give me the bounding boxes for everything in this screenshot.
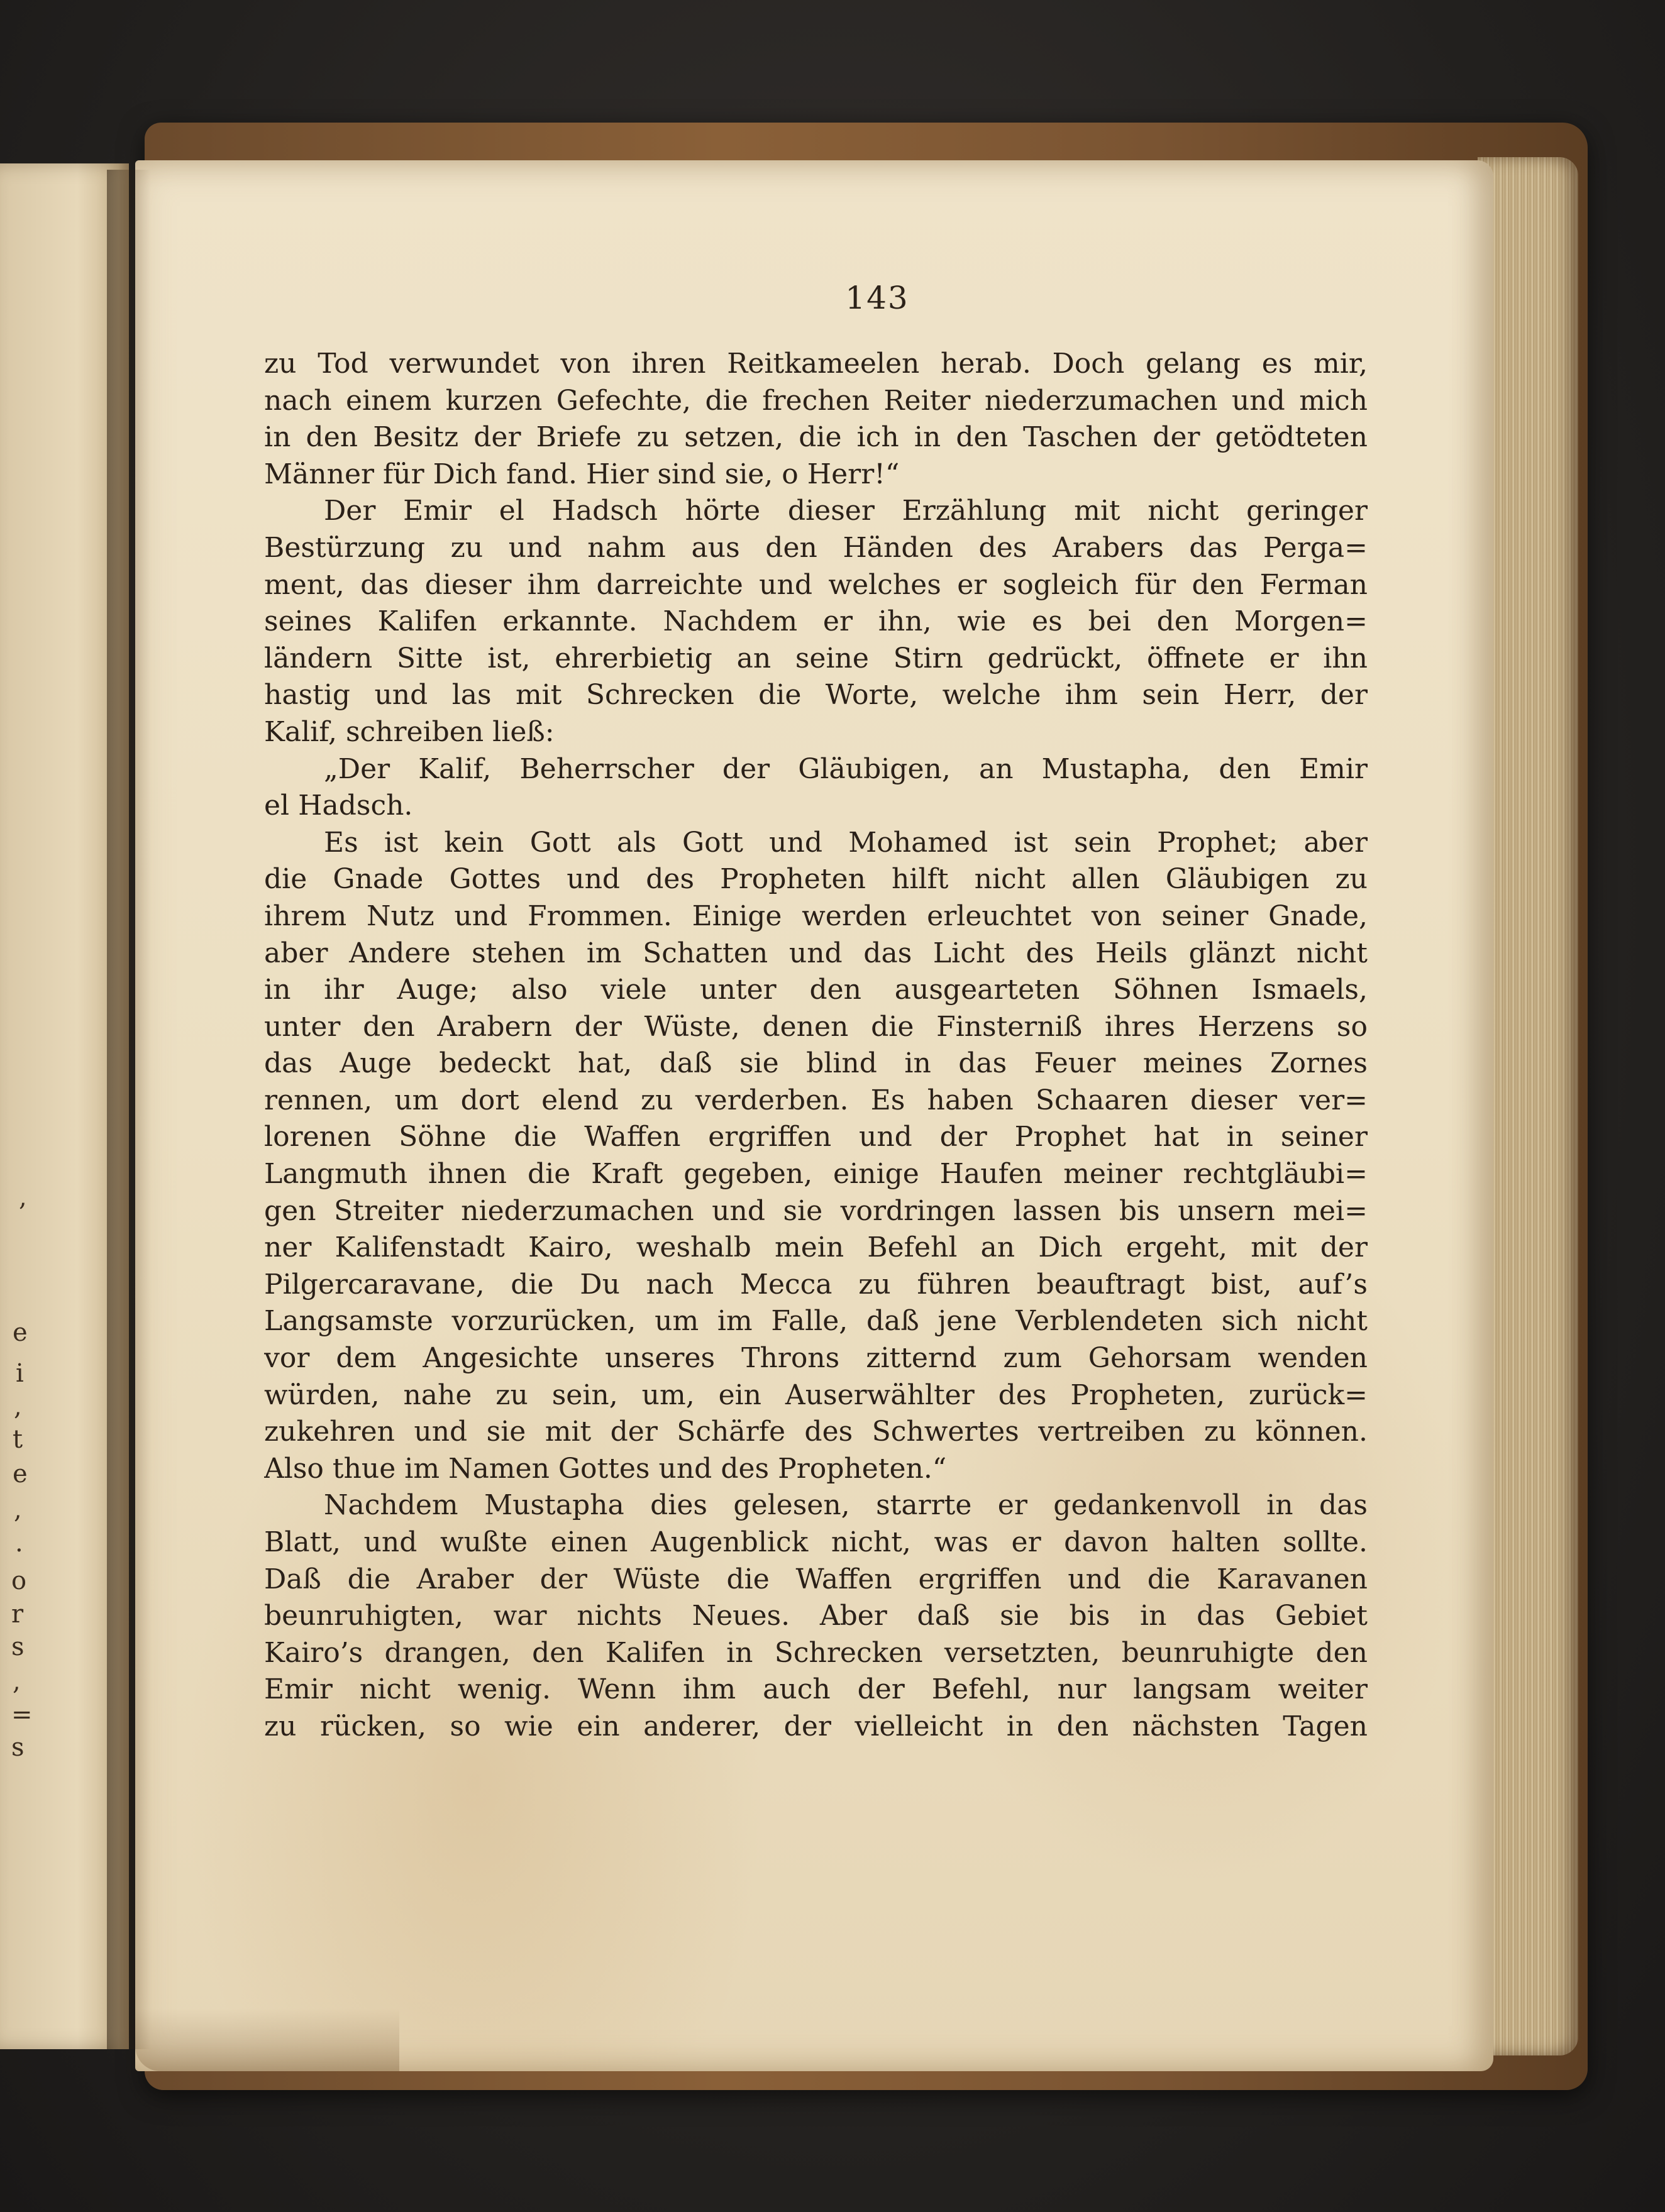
left-page-edge-char: , — [14, 1392, 22, 1421]
left-page-edge-char: o — [11, 1566, 27, 1595]
text-line: unter den Arabern der Wüste, denen die Finsterniß ihres Herzens so — [264, 1010, 1368, 1043]
left-page-edge-char: , — [19, 1183, 27, 1212]
left-page-edge-char: s — [11, 1632, 25, 1661]
text-line: Es ist kein Gott als Gott und Mohamed ist sein Prophet; aber — [324, 826, 1368, 859]
text-line: lorenen Söhne die Waffen ergriffen und der Prophet hat in seiner — [264, 1121, 1368, 1153]
text-line: ner Kalifenstadt Kairo, weshalb mein Befehl an Dich ergeht, mit der — [264, 1231, 1368, 1264]
text-line: „Der Kalif, Beherrscher der Gläubigen, an Mustapha, den Emir — [324, 752, 1368, 785]
text-line: beunruhigten, war nichts Neues. Aber daß sie bis in das Gebiet — [264, 1600, 1368, 1632]
left-page-edge-char: e — [13, 1318, 28, 1347]
text-line: hastig und las mit Schrecken die Worte, welche ihm sein Herr, der — [264, 679, 1368, 712]
text-line: ihrem Nutz und Frommen. Einige werden erleuchtet von seiner Gnade, — [264, 900, 1368, 932]
gutter-shadow — [107, 170, 151, 2049]
text-line: rennen, um dort elend zu verderben. Es haben Schaaren dieser ver= — [264, 1084, 1368, 1116]
left-page-edge-char: s — [11, 1733, 25, 1762]
text-line: zu Tod verwundet von ihren Reitkameelen herab. Doch gelang es mir, — [264, 348, 1368, 380]
text-line: in den Besitz der Briefe zu setzen, die ich in den Taschen der getödteten — [264, 421, 1368, 454]
text-line: das Auge bedeckt hat, daß sie blind in das Feuer meines Zornes — [264, 1047, 1368, 1080]
page-text — [264, 346, 1368, 1746]
text-line: aber Andere stehen im Schatten und das Licht des Heils glänzt nicht — [264, 937, 1368, 969]
text-line: seines Kalifen erkannte. Nachdem er ihn, wie es bei den Morgen= — [264, 605, 1368, 638]
text-line: vor dem Angesichte unseres Throns zitternd zum Gehorsam wenden — [264, 1342, 1368, 1375]
text-line: Blatt, und wußte einen Augenblick nicht, was er davon halten sollte. — [264, 1526, 1368, 1558]
text-line: Kairo’s drangen, den Kalifen in Schrecken versetzten, beunruhigte den — [264, 1636, 1368, 1669]
left-page-edge-char: r — [11, 1600, 24, 1629]
text-line: Nachdem Mustapha dies gelesen, starrte er gedankenvoll in das — [324, 1489, 1368, 1522]
text-line: el Hadsch. — [264, 790, 413, 822]
text-line: zukehren und sie mit der Schärfe des Schwertes vertreiben zu können. — [264, 1416, 1368, 1448]
text-line: nach einem kurzen Gefechte, die frechen Reiter niederzumachen und mich — [264, 384, 1368, 417]
left-page-edge-char: t — [13, 1425, 23, 1454]
page-damage — [135, 2008, 399, 2071]
text-line: Der Emir el Hadsch hörte dieser Erzählung mit nicht geringer — [324, 495, 1368, 527]
text-line: Emir nicht wenig. Wenn ihm auch der Befehl, nur langsam weiter — [264, 1673, 1368, 1706]
text-line: ländern Sitte ist, ehrerbietig an seine Stirn gedrückt, öffnete er ihn — [264, 642, 1368, 674]
text-line: Langsamste vorzurücken, um im Falle, daß jene Verblendeten sich nicht — [264, 1305, 1368, 1338]
text-line: würden, nahe zu sein, um, ein Auserwählter des Propheten, zurück= — [264, 1378, 1368, 1411]
text-line: Bestürzung zu und nahm aus den Händen des Arabers das Perga= — [264, 531, 1368, 564]
left-page-edge-char: = — [11, 1700, 33, 1729]
text-line: die Gnade Gottes und des Propheten hilft nicht allen Gläubigen zu — [264, 863, 1368, 896]
text-line: Also thue im Namen Gottes und des Propheten.“ — [264, 1452, 947, 1485]
text-line: Pilgercaravane, die Du nach Mecca zu führen beauftragt bist, auf’s — [264, 1268, 1368, 1301]
left-page-edge-char: e — [13, 1460, 28, 1488]
text-line: gen Streiter niederzumachen und sie vordringen lassen bis unsern mei= — [264, 1194, 1368, 1227]
left-page-edge-char: . — [15, 1529, 23, 1558]
text-line: Daß die Araber der Wüste die Waffen ergriffen und die Karavanen — [264, 1563, 1368, 1595]
left-page-edge-char: , — [13, 1667, 21, 1696]
left-page-edge-char: i — [16, 1359, 24, 1388]
text-line: in ihr Auge; also viele unter den ausgearteten Söhnen Ismaels, — [264, 974, 1368, 1006]
right-page — [135, 160, 1493, 2071]
text-line: Kalif, schreiben ließ: — [264, 715, 555, 748]
left-page-edge-char: , — [14, 1495, 22, 1524]
text-line: Langmuth ihnen die Kraft gegeben, einige Haufen meiner rechtgläubi= — [264, 1158, 1368, 1191]
page-number: 143 — [845, 280, 909, 316]
text-line: zu rücken, so wie ein anderer, der vielleicht in den nächsten Tagen — [264, 1710, 1368, 1742]
text-line: ment, das dieser ihm darreichte und welches er sogleich für den Ferman — [264, 568, 1368, 601]
text-line: Männer für Dich fand. Hier sind sie, o Herr!“ — [264, 458, 900, 490]
